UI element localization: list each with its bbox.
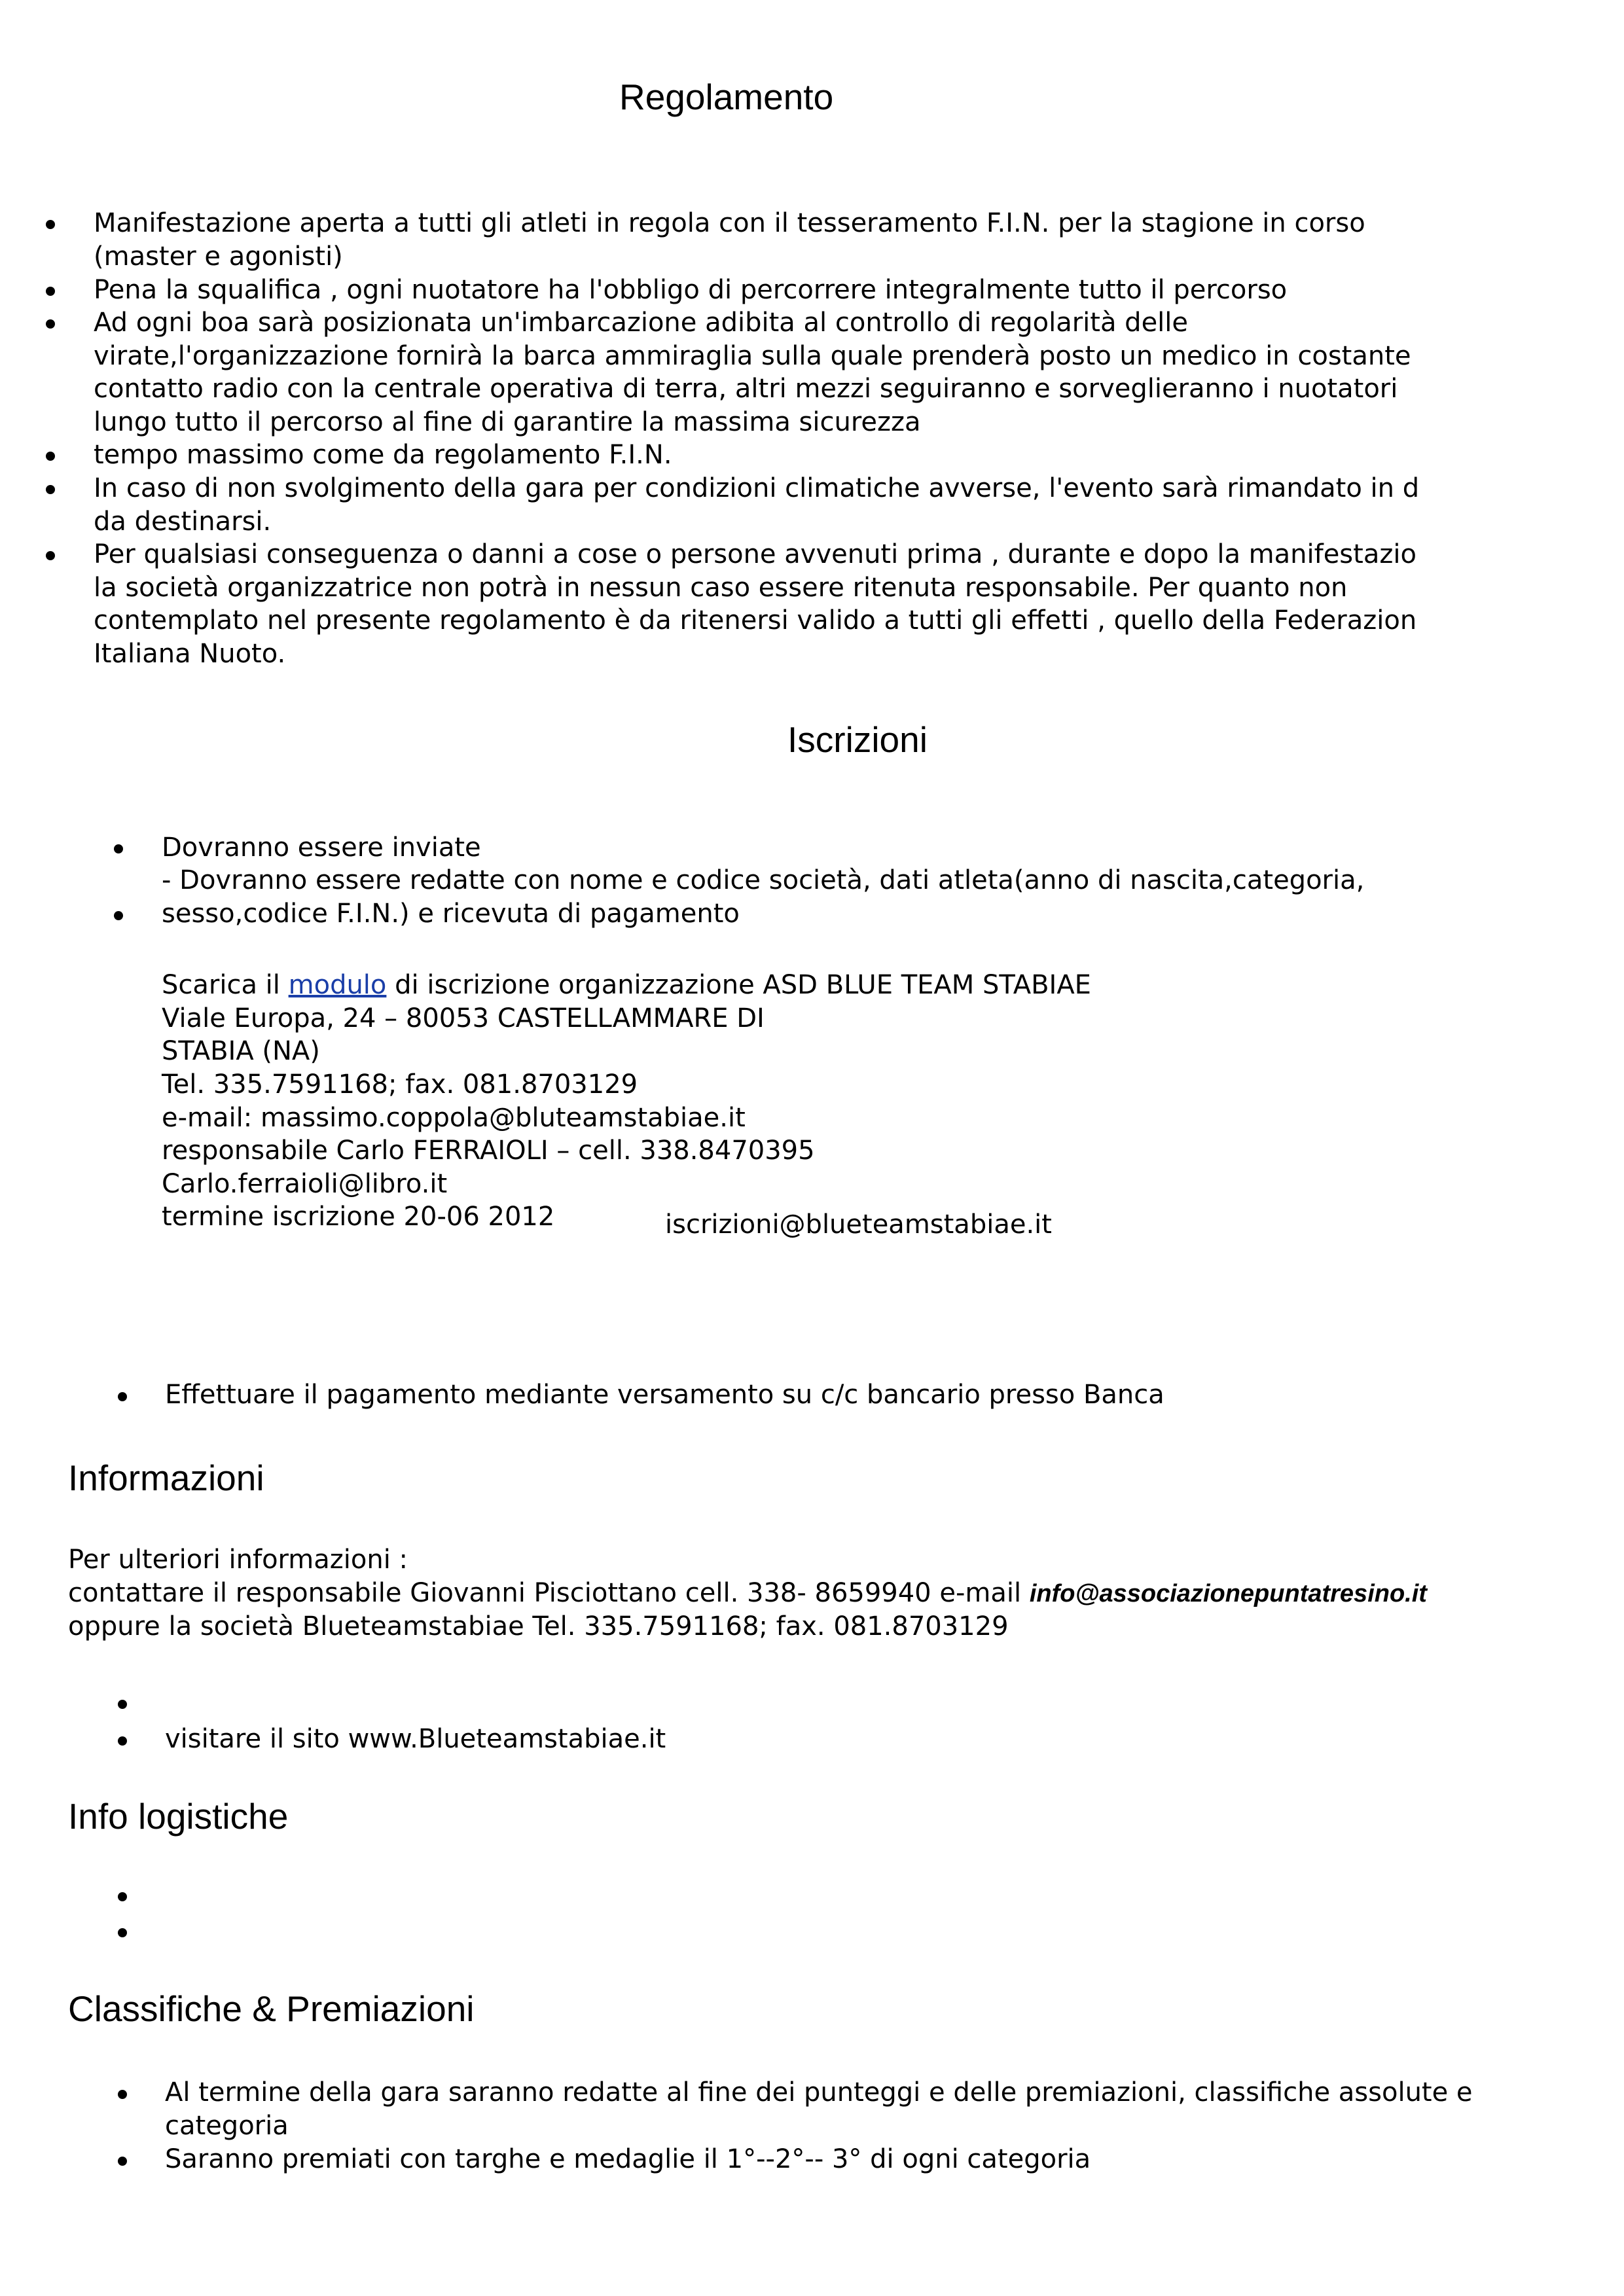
bullet — [46, 220, 55, 229]
bullet — [118, 2157, 127, 2166]
modulo-link[interactable]: modulo — [288, 970, 387, 1000]
contact-text: contattare il responsabile Giovanni Pisciottano cell. 338- 8659940 e-mail — [68, 1578, 1030, 1608]
bullet — [118, 2090, 127, 2099]
email: e-mail: massimo.coppola@bluteamstabiae.it — [162, 1103, 746, 1133]
bullet — [46, 551, 55, 560]
email: iscrizioni@blueteamstabiae.it — [665, 1210, 1052, 1240]
list-item-line: la società organizzatrice non potrà in nessun caso essere ritenuta responsabile. Per quanto non — [94, 572, 1348, 603]
list-item-line: Manifestazione aperta a tutti gli atleti in regola con il tesseramento F.I.N. per la stagione in corso — [94, 208, 1365, 238]
bullet — [118, 1392, 127, 1401]
classifiche-title: Classifiche & Premiazioni — [68, 1988, 475, 2029]
pagamento-line: Effettuare il pagamento mediante versamento su c/c bancario presso Banca — [165, 1380, 1164, 1410]
list-item — [94, 306, 1483, 439]
list-item-line: lungo tutto il percorso al fine di garantire la massima sicurezza — [94, 406, 921, 437]
list-item-line: Pena la squalifica , ogni nuotatore ha l'obbligo di percorrere integralmente tutto il percorso — [94, 275, 1288, 305]
informazioni-line: oppure la società Blueteamstabiae Tel. 335.7591168; fax. 081.8703129 — [68, 1611, 1009, 1641]
address-line: STABIA (NA) — [162, 1036, 320, 1066]
list-item-line: Ad ogni boa sarà posizionata un'imbarcazione adibita al controllo di regolarità delle — [94, 308, 1189, 338]
scarica-text: di iscrizione organizzazione ASD BLUE TEAM STABIAE — [386, 970, 1091, 1000]
classifiche-line: Al termine della gara saranno redatte al fine dei punteggi e delle premiazioni, classifiche assolute e — [165, 2077, 1473, 2108]
email: info@associazionepuntatresino.it — [1029, 1580, 1427, 1607]
list-item — [94, 207, 1483, 273]
list-item-line: virate,l'organizzazione fornirà la barca ammiraglia sulla quale prenderà posto un medico in costante — [94, 340, 1411, 371]
informazioni-line: Per ulteriori informazioni : — [68, 1545, 408, 1575]
email: Carlo.ferraioli@libro.it — [162, 1169, 448, 1199]
termine-iscrizione: termine iscrizione 20-06 2012 — [162, 1202, 555, 1232]
bullet — [114, 844, 123, 853]
bullet — [118, 1700, 127, 1709]
list-item-line: tempo massimo come da regolamento F.I.N. — [94, 440, 672, 470]
bullet — [118, 1736, 127, 1746]
list-item — [94, 439, 1483, 472]
list-item-line: Italiana Nuoto. — [94, 638, 286, 669]
bullet — [46, 452, 55, 461]
scarica-text: Scarica il — [162, 970, 289, 1000]
bullet — [114, 911, 123, 920]
responsabile: responsabile Carlo FERRAIOLI – cell. 338.8470395 — [162, 1136, 815, 1166]
iscrizioni-title: Iscrizioni — [787, 719, 928, 760]
scarica-modulo-line — [162, 969, 1091, 1002]
classifiche-line: Saranno premiati con targhe e medaglie il 1°--2°-- 3° di ogni categoria — [165, 2144, 1091, 2174]
list-item-line: contatto radio con la centrale operativa di terra, altri mezzi seguiranno e sorveglieranno i nuotatori — [94, 374, 1398, 404]
list-item — [94, 538, 1483, 670]
list-item — [94, 274, 1483, 307]
list-item-line: contemplato nel presente regolamento è da ritenersi valido a tutti gli effetti , quello della Federazion — [94, 605, 1417, 636]
bullet — [118, 1892, 127, 1901]
logistiche-title: Info logistiche — [68, 1796, 289, 1837]
list-item-line: In caso di non svolgimento della gara per condizioni climatiche avverse, l'evento sarà rimandato in d — [94, 473, 1420, 503]
iscrizioni-line: Dovranno essere inviate — [162, 833, 481, 863]
sito-line: visitare il sito www.Blueteamstabiae.it — [165, 1724, 666, 1754]
bullet — [46, 287, 55, 296]
bullet — [46, 485, 55, 494]
list-item-line: Per qualsiasi conseguenza o danni a cose o persone avvenuti prima , durante e dopo la manifestazio — [94, 539, 1416, 569]
bullet — [46, 319, 55, 329]
list-item — [94, 472, 1483, 538]
tel-fax: Tel. 335.7591168; fax. 081.8703129 — [162, 1069, 638, 1100]
iscrizioni-line: sesso,codice F.I.N.) e ricevuta di pagamento — [162, 899, 740, 929]
regolamento-title: Regolamento — [619, 77, 834, 117]
address-line: Viale Europa, 24 – 80053 CASTELLAMMARE DI — [162, 1003, 765, 1033]
list-item-line: (master e agonisti) — [94, 241, 343, 272]
classifiche-line: categoria — [165, 2111, 289, 2141]
bullet — [118, 1928, 127, 1937]
list-item-line: da destinarsi. — [94, 506, 272, 537]
informazioni-title: Informazioni — [68, 1458, 264, 1498]
informazioni-line — [68, 1577, 1427, 1611]
iscrizioni-line: - Dovranno essere redatte con nome e codice società, dati atleta(anno di nascita,categoria, — [162, 865, 1365, 895]
